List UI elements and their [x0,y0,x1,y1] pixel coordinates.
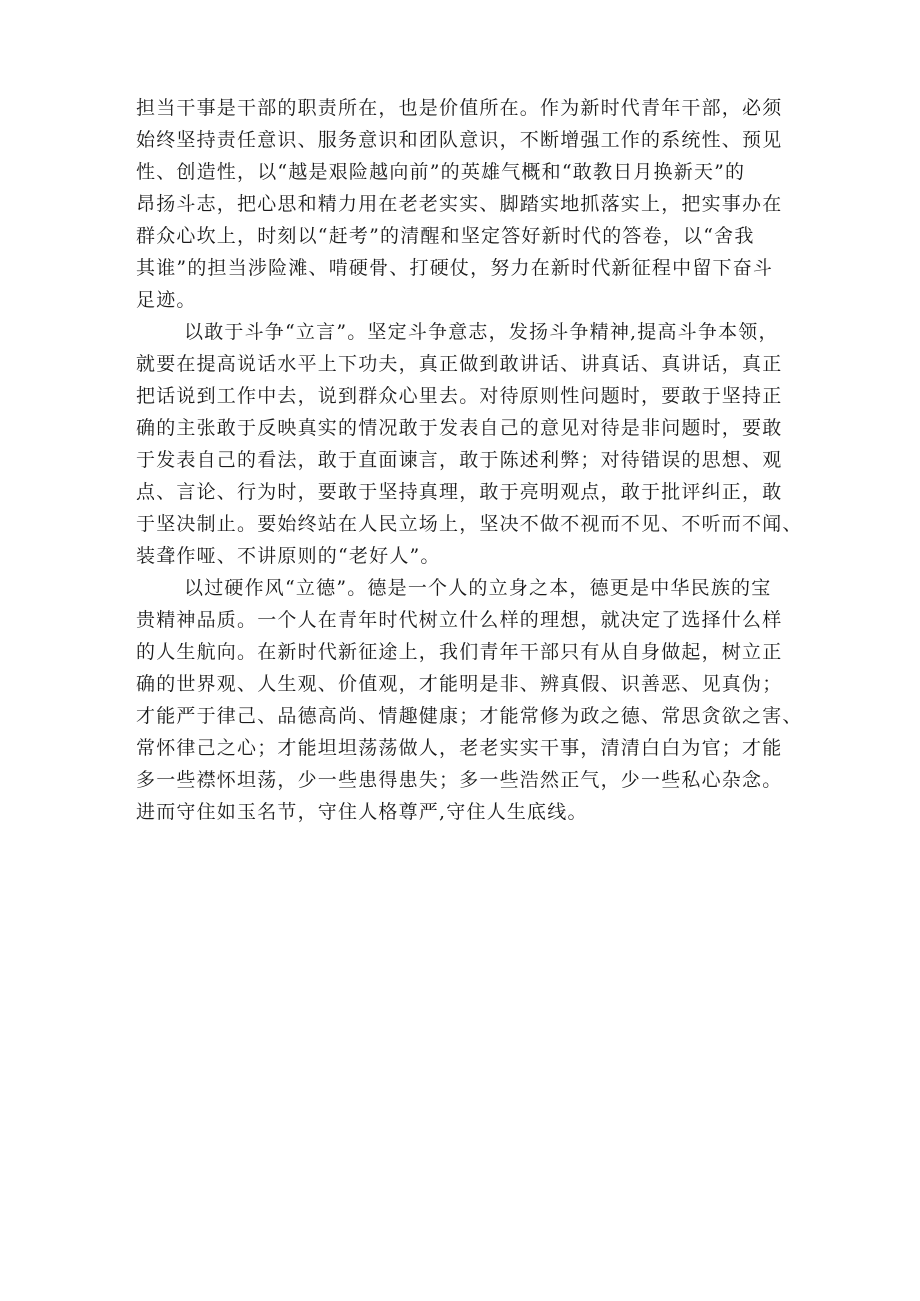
text-line: 贵精神品质。一个人在青年时代树立什么样的理想，就决定了选择什么样 [136,609,783,631]
text-line: 性、创造性，以“越是艰险越向前”的英雄气概和“敢教日月换新天”的 [136,161,746,183]
text-line: 多一些襟怀坦荡，少一些患得患失；多一些浩然正气，少一些私心杂念。 [136,769,783,791]
text-line: 确的主张敢于反映真实的情况敢于发表自己的意见对待是非问题时，要敢 [136,417,783,439]
text-line: 点、言论、行为时，要敢于坚持真理，敢于亮明观点，敢于批评纠正，敢 [136,481,783,503]
text-line: 装聋作哑、不讲原则的“老好人”。 [136,545,441,567]
text-line: 于坚决制止。要始终站在人民立场上，坚决不做不视而不见、不听而不闻、 [136,513,803,535]
paragraph-1 [136,92,796,316]
text-line: 进而守住如玉名节，守住人格尊严,守住人生底线。 [136,801,588,823]
text-line: 担当干事是干部的职责所在，也是价值所在。作为新时代青年干部，必须 [136,97,783,119]
text-line: 常怀律己之心；才能坦坦荡荡做人，老老实实干事，清清白白为官；才能 [136,737,783,759]
text-line: 才能严于律己、品德高尚、情趣健康；才能常修为政之德、常思贪欲之害、 [136,705,803,727]
text-line: 始终坚持责任意识、服务意识和团队意识，不断增强工作的系统性、预见 [136,129,783,151]
text-line: 以过硬作风“立德”。德是一个人的立身之本，德更是中华民族的宝 [184,577,772,599]
text-line: 就要在提高说话水平上下功夫，真正做到敢讲话、讲真话、真讲话，真正 [136,353,783,375]
text-line: 其谁”的担当涉险滩、啃硬骨、打硬仗，努力在新时代新征程中留下奋斗 [136,257,774,279]
text-line: 足迹。 [136,289,197,311]
document-body [136,92,803,828]
text-line: 确的世界观、人生观、价值观，才能明是非、辨真假、识善恶、见真伪； [136,673,783,695]
paragraph-3 [136,572,803,828]
text-line: 于发表自己的看法，敢于直面谏言，敢于陈述利弊；对待错误的思想、观 [136,449,783,471]
paragraph-2 [136,316,803,572]
text-line: 把话说到工作中去，说到群众心里去。对待原则性问题时，要敢于坚持正 [136,385,783,407]
text-line: 的人生航向。在新时代新征途上，我们青年干部只有从自身做起，树立正 [136,641,783,663]
text-line: 昂扬斗志，把心思和精力用在老老实实、脚踏实地抓落实上，把实事办在 [136,193,783,215]
text-line: 群众心坎上，时刻以“赶考”的清醒和坚定答好新时代的答卷，以“舍我 [136,225,755,247]
text-line: 以敢于斗争“立言”。坚定斗争意志，发扬斗争精神,提高斗争本领， [184,321,779,343]
